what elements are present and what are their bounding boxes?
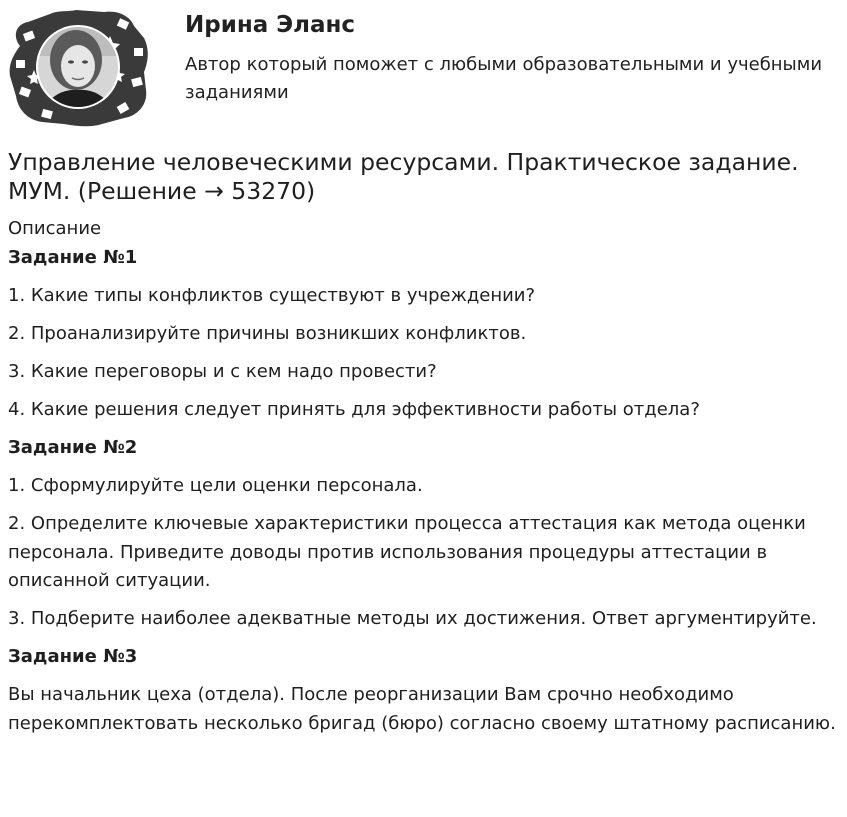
task-paragraph: Вы начальник цеха (отдела). После реорганизации Вам срочно необходимо перекомплектовать несколько бригад (бюро) согласно своему штатному расписанию. xyxy=(8,684,836,734)
task-heading: Задание №2 xyxy=(8,437,138,458)
task-heading: Задание №1 xyxy=(8,247,138,268)
task-heading: Задание №3 xyxy=(8,646,138,667)
task-section-2 xyxy=(8,434,838,634)
task-paragraph: 4. Какие решения следует принять для эффективности работы отдела? xyxy=(8,399,700,420)
task-section-1 xyxy=(8,244,838,425)
task-paragraph: 3. Подберите наиболее адекватные методы их достижения. Ответ аргументируйте. xyxy=(8,608,817,629)
author-name[interactable]: Ирина Эланс xyxy=(185,12,356,38)
avatar-frame-icon xyxy=(6,6,152,128)
task-paragraph: 3. Какие переговоры и с кем надо провести? xyxy=(8,361,437,382)
task-paragraph: 2. Проанализируйте причины возникших конфликтов. xyxy=(8,323,527,344)
author-description: Автор который поможет с любыми образовательными и учебными заданиями xyxy=(185,54,823,103)
section-label-description: Описание xyxy=(8,218,102,239)
author-avatar[interactable] xyxy=(6,6,152,128)
task-paragraph: 2. Определите ключевые характеристики процесса аттестация как метода оценки персонала. Приведите доводы против использования процедуры аттестации в описанной ситуации. xyxy=(8,513,806,591)
task-list xyxy=(8,244,838,748)
task-paragraph: 1. Сформулируйте цели оценки персонала. xyxy=(8,475,423,496)
page-title: Управление человеческими ресурсами. Практическое задание. МУМ. (Решение → 53270) xyxy=(8,148,799,205)
author-card xyxy=(0,0,847,140)
task-paragraph: 1. Какие типы конфликтов существуют в учреждении? xyxy=(8,285,536,306)
task-section-3 xyxy=(8,643,838,738)
